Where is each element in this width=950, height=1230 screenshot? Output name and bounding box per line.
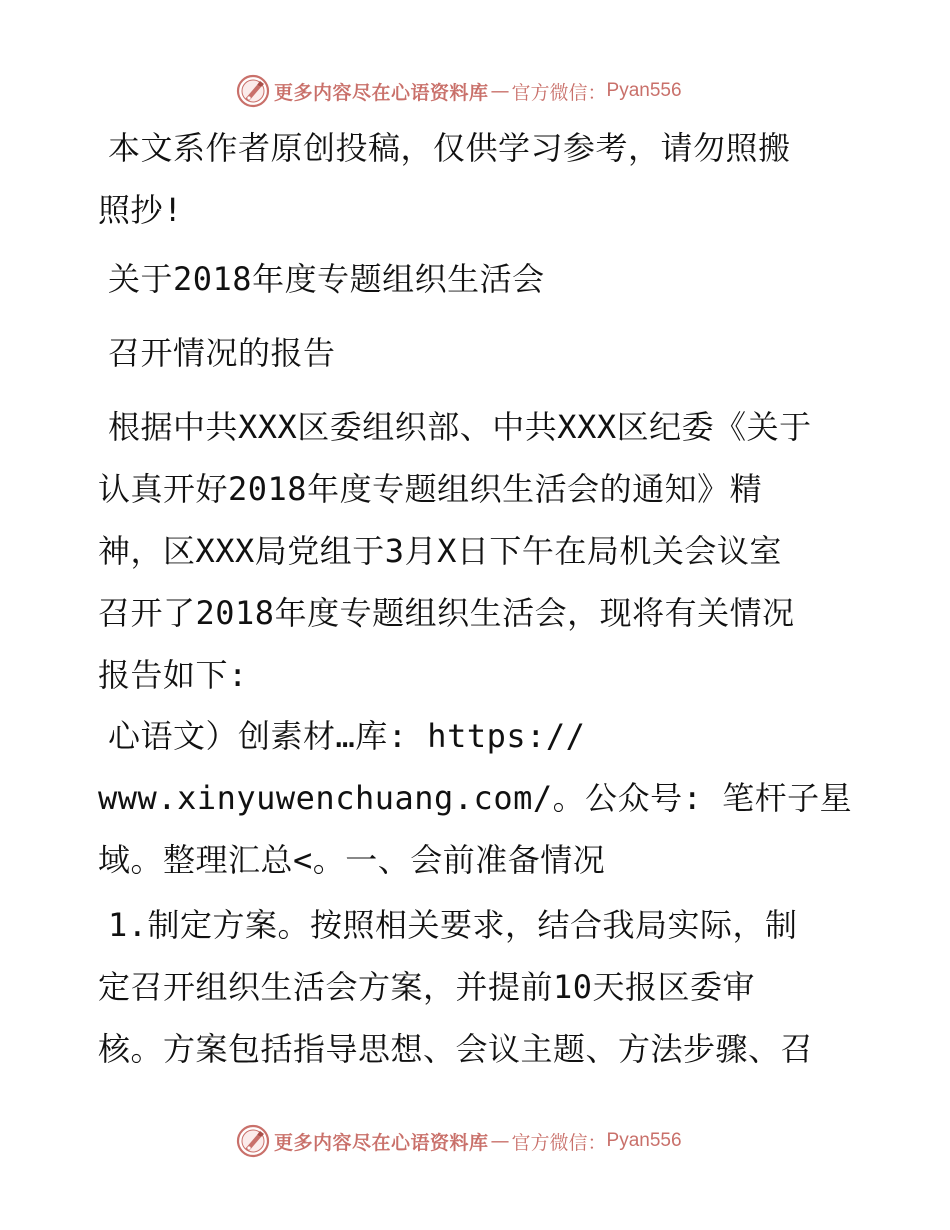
title-line-1: 关于2018年度专题组织生活会 [108,260,545,298]
banner-wechat-id: Pyan556 [606,1130,682,1151]
pen-nib-logo-icon [236,1124,270,1158]
intro-line: 神，区XXX局党组于3月X日下午在局机关会议室 [98,532,782,570]
intro-paragraph [98,396,868,706]
footer-banner [236,1124,682,1158]
banner-title: 更多内容尽在心语资料库 [274,1131,489,1154]
banner-title: 更多内容尽在心语资料库 [274,81,489,104]
intro-line: 召开了2018年度专题组织生活会，现将有关情况 [98,594,795,632]
banner-dash: — [490,80,510,102]
notice-paragraph [98,117,868,241]
item-1-paragraph [98,894,868,1080]
source-line: www.xinyuwenchuang.com/。公众号: 笔杆子星 [98,779,853,817]
intro-line: 报告如下: [98,656,248,694]
header-banner [236,74,682,108]
item-1-line: 定召开组织生活会方案，并提前10天报区委审 [98,968,756,1006]
source-line: 心语文）创素材…库: https:// [108,717,586,755]
document-title-continued [98,322,868,384]
pen-nib-logo-icon [236,74,270,108]
banner-wechat-id: Pyan556 [606,80,682,101]
item-1-line: 1.制定方案。按照相关要求，结合我局实际，制 [108,906,798,944]
banner-dash: — [490,1130,510,1152]
document-title [98,248,868,310]
banner-wechat-label: 官方微信： [511,81,607,104]
item-1-line: 核。方案包括指导思想、会议主题、方法步骤、召 [98,1030,814,1068]
intro-line: 根据中共XXX区委组织部、中共XXX区纪委《关于 [108,408,812,446]
source-line: 域。整理汇总<。一、会前准备情况 [98,841,606,879]
title-line-2: 召开情况的报告 [108,334,336,372]
source-paragraph [98,705,868,891]
banner-wechat-label: 官方微信： [511,1131,607,1154]
notice-line: 本文系作者原创投稿，仅供学习参考，请勿照搬 [108,129,791,167]
notice-line: 照抄! [98,191,183,229]
intro-line: 认真开好2018年度专题组织生活会的通知》精 [98,470,763,508]
